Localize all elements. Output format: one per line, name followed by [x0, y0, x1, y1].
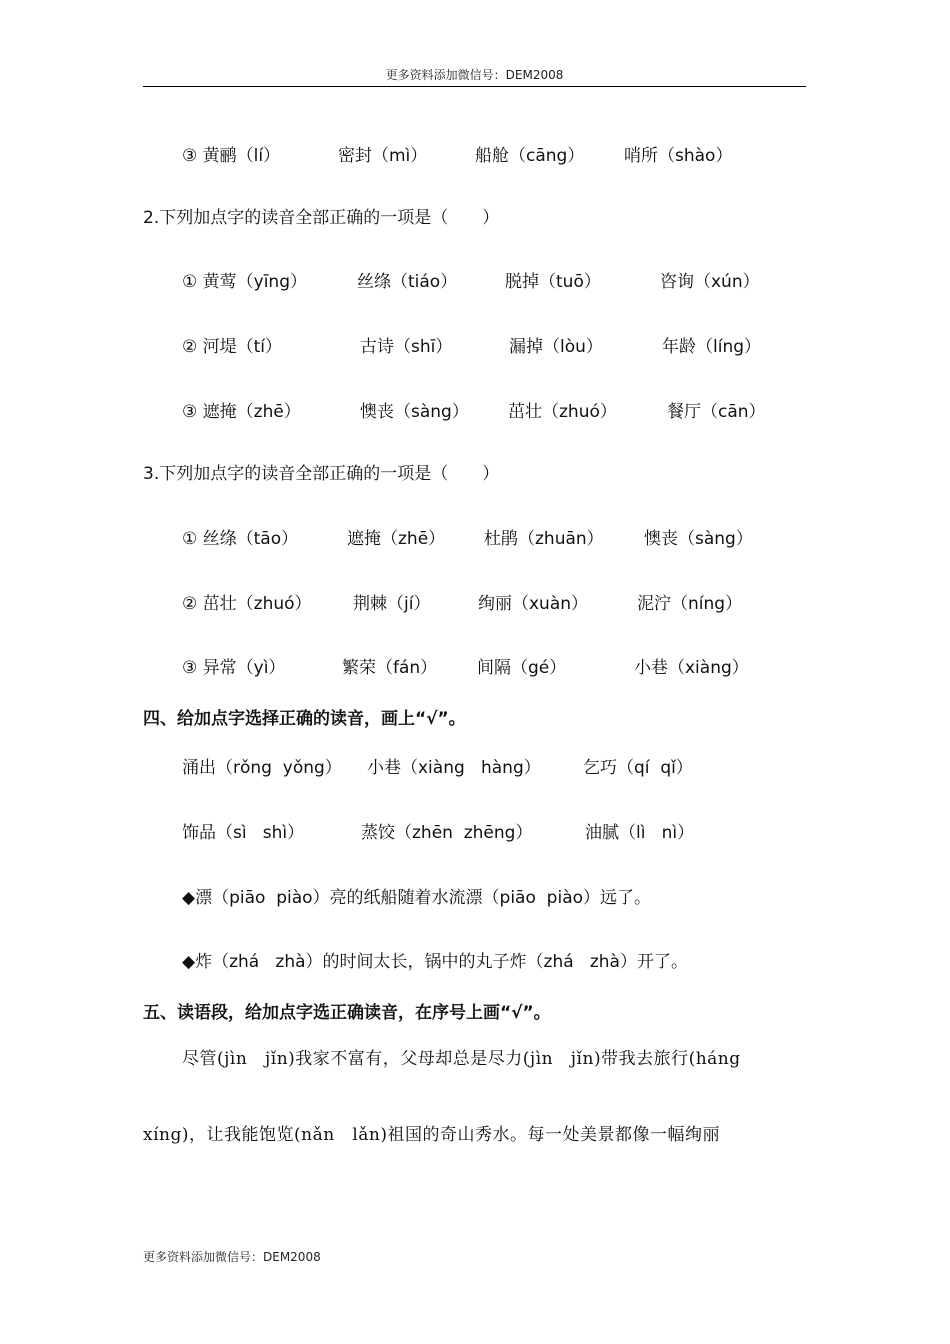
option-item: 咨询（xún）	[660, 272, 760, 292]
option-item: 饰品（sì shì）	[182, 823, 305, 843]
section-5-title: 五、读语段，给加点字选正确读音，在序号上画“√”。	[143, 1003, 551, 1023]
option-item: 船舱（cāng）	[475, 146, 585, 166]
option-item: ② 河堤（tí）	[182, 337, 283, 357]
option-item: 涌出（rǒng yǒng）	[182, 758, 342, 778]
option-item: 乞巧（qí qǐ）	[583, 758, 693, 778]
option-item: 脱掉（tuō）	[505, 272, 601, 292]
option-item: 泥泞（níng）	[637, 594, 743, 614]
option-item: ③ 黄鹂（lí）	[182, 146, 281, 166]
option-item: ③ 遮掩（zhē）	[182, 402, 301, 422]
option-item: 餐厅（cān）	[667, 402, 766, 422]
option-item: ③ 异常（yì）	[182, 658, 286, 678]
option-item: 懊丧（sàng）	[360, 402, 469, 422]
option-item: 哨所（shào）	[624, 146, 733, 166]
option-item: 懊丧（sàng）	[644, 529, 753, 549]
option-item: 小巷（xiàng）	[634, 658, 749, 678]
paragraph-line: 尽管(jìn jǐn)我家不富有，父母却总是尽力(jìn jǐn)带我去旅行(háng	[182, 1049, 741, 1069]
section-4-title: 四、给加点字选择正确的读音，画上“√”。	[143, 709, 466, 729]
option-item: ① 黄莺（yīng）	[182, 272, 307, 292]
option-item: 荆棘（jí）	[353, 594, 431, 614]
question-2-title: 2.下列加点字的读音全部正确的一项是（ ）	[143, 208, 500, 228]
option-item: 杜鹃（zhuān）	[484, 529, 604, 549]
option-item: 繁荣（fán）	[342, 658, 438, 678]
sentence-item: ◆漂（piāo piào）亮的纸船随着水流漂（piāo piào）远了。	[182, 888, 652, 908]
option-item: 小巷（xiàng hàng）	[367, 758, 541, 778]
page-footer: 更多资料添加微信号：DEM2008	[143, 1250, 321, 1264]
option-item: 油腻（lì nì）	[585, 823, 695, 843]
option-item: 绚丽（xuàn）	[478, 594, 589, 614]
header-divider	[143, 86, 806, 87]
option-item: 年龄（líng）	[662, 337, 762, 357]
sentence-item: ◆炸（zhá zhà）的时间太长，锅中的丸子炸（zhá zhà）开了。	[182, 952, 688, 972]
option-item: 漏掉（lòu）	[509, 337, 603, 357]
paragraph-line: xíng)，让我能饱览(nǎn lǎn)祖国的奇山秀水。每一处美景都像一幅绚丽	[143, 1125, 721, 1145]
option-item: 古诗（shī）	[360, 337, 453, 357]
page-header: 更多资料添加微信号：DEM2008	[385, 68, 564, 82]
question-3-title: 3.下列加点字的读音全部正确的一项是（ ）	[143, 464, 500, 484]
option-item: 茁壮（zhuó）	[508, 402, 617, 422]
option-item: 间隔（gé）	[477, 658, 567, 678]
option-item: 蒸饺（zhēn zhēng）	[361, 823, 533, 843]
option-item: ① 丝绦（tāo）	[182, 529, 299, 549]
option-item: 密封（mì）	[338, 146, 428, 166]
option-item: 丝绦（tiáo）	[357, 272, 458, 292]
option-item: 遮掩（zhē）	[347, 529, 446, 549]
option-item: ② 茁壮（zhuó）	[182, 594, 312, 614]
